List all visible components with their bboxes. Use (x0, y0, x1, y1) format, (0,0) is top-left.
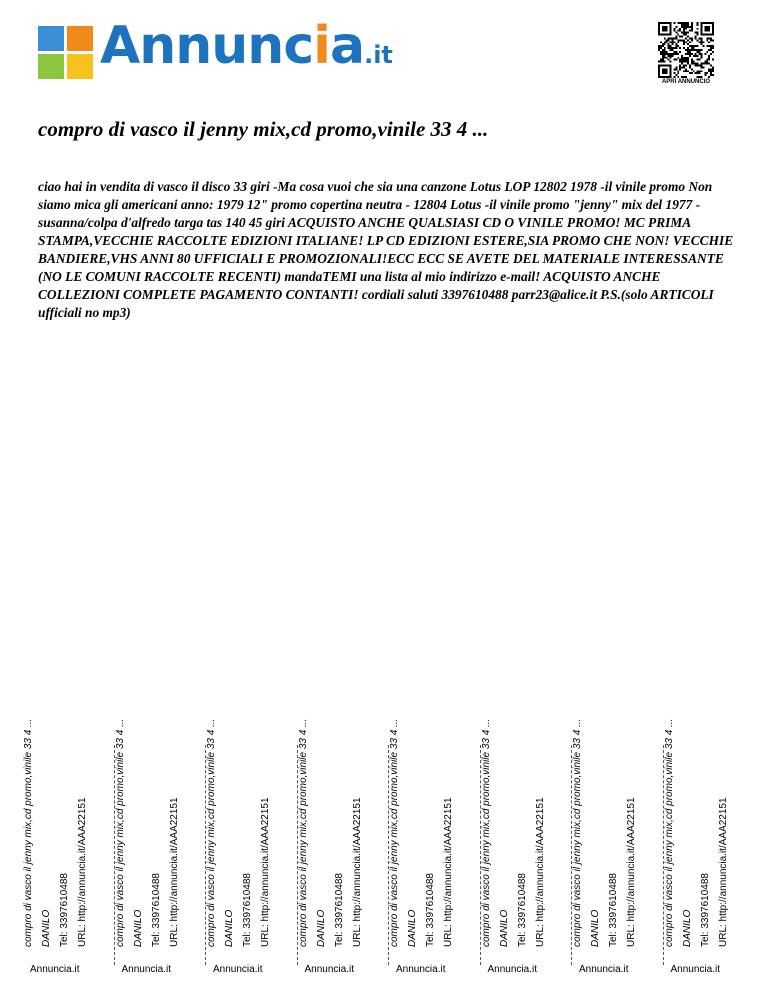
strip-title: compro di vasco il jenny mix,cd promo,vinile 33 4 ... (572, 718, 583, 947)
strip-title: compro di vasco il jenny mix,cd promo,vinile 33 4 ... (206, 718, 217, 947)
strip-url: URL: http://annuncia.it/AAA22151 (77, 797, 88, 947)
qr-caption: APRI ANNUNCIO (661, 79, 711, 85)
strip-url: URL: http://annuncia.it/AAA22151 (260, 797, 271, 947)
strip-phone: Tel: 3397610488 (608, 873, 619, 947)
logo-squares-icon (38, 26, 94, 80)
strip-contact-name: DANILO (498, 909, 510, 947)
annuncia-logo[interactable] (38, 16, 398, 84)
qr-code-box[interactable] (654, 18, 718, 92)
strip-contact-name: DANILO (224, 909, 235, 947)
tear-off-strip[interactable] (205, 718, 296, 975)
logo-wordmark: Annuncia.it (100, 16, 393, 76)
strip-url: URL: http://annuncia.it/AAA22151 (626, 797, 637, 947)
strip-brand: Annuncia.it (396, 964, 446, 975)
tear-off-strip[interactable] (297, 718, 388, 975)
tear-off-strip[interactable] (480, 718, 571, 975)
strip-brand: Annuncia.it (670, 964, 720, 975)
tear-off-strip[interactable] (571, 718, 662, 975)
strip-title: compro di vasco il jenny mix,cd promo,vinile 33 4 ... (23, 718, 34, 947)
strip-title: compro di vasco il jenny mix,cd promo,vinile 33 4 ... (480, 718, 492, 947)
tear-off-strip[interactable] (114, 718, 205, 975)
ad-description: ciao hai in vendita di vasco il disco 33 giri -Ma cosa vuoi che sia una canzone Lotus LOP 12802 1978 -il vinile promo Non siamo mica gli americani anno: 1979 12" promo copertina neutra - 12804 Lotus -il vinile promo "jenny" mix del 1977 -susanna/colpa d'alfredo targa tas 140 45 giri ACQUISTO ANCHE QUALSIASI CD O VINILE PROMO! MC PRIMA STAMPA,VECCHIE RACCOLTE EDIZIONI ITALIANE! LP CD EDIZIONI ESTERE,SIA PROMO CHE NON! VECCHIE BANDIERE,VHS ANNI 80 UFFICIALI E PROMOZIONALI!ECC ECC SE AVETE DEL MATERIALE INTERESSANTE (NO LE COMUNI RACCOLTE RECENTI) mandaTEMI una lista al mio indirizzo e-mail! ACQUISTO ANCHE COLLEZIONI COMPLETE PAGAMENTO CONTANTI! cordiali saluti 3397610488 parr23@alice.it P.S.(solo ARTICOLI ufficiali no mp3) (38, 179, 734, 320)
strip-url: URL: http://annuncia.it/AAA22151 (351, 797, 363, 947)
strip-brand: Annuncia.it (579, 964, 629, 975)
strip-contact-name: DANILO (681, 909, 693, 947)
strip-phone: Tel: 3397610488 (516, 873, 528, 947)
strip-title: compro di vasco il jenny mix,cd promo,vinile 33 4 ... (389, 718, 400, 947)
strip-phone: Tel: 3397610488 (150, 873, 162, 947)
strip-brand: Annuncia.it (121, 964, 171, 975)
tear-off-strip[interactable] (663, 718, 754, 975)
strip-url: URL: http://annuncia.it/AAA22151 (443, 797, 454, 947)
strip-brand: Annuncia.it (487, 964, 537, 975)
strip-contact-name: DANILO (590, 909, 601, 947)
strip-title: compro di vasco il jenny mix,cd promo,vinile 33 4 ... (114, 718, 126, 947)
strip-phone: Tel: 3397610488 (59, 873, 70, 947)
ad-title: compro di vasco il jenny mix,cd promo,vinile 33 4 ... (38, 117, 489, 141)
strip-brand: Annuncia.it (304, 964, 354, 975)
strip-contact-name: DANILO (315, 909, 327, 947)
strip-brand: Annuncia.it (30, 964, 80, 975)
tear-off-strips (22, 718, 752, 975)
tear-off-strip[interactable] (388, 718, 479, 975)
strip-brand: Annuncia.it (213, 964, 263, 975)
strip-phone: Tel: 3397610488 (699, 873, 711, 947)
strip-phone: Tel: 3397610488 (425, 873, 436, 947)
strip-contact-name: DANILO (132, 909, 144, 947)
strip-contact-name: DANILO (41, 909, 52, 947)
qr-code-icon (658, 22, 714, 78)
strip-phone: Tel: 3397610488 (333, 873, 345, 947)
strip-url: URL: http://annuncia.it/AAA22151 (534, 797, 546, 947)
strip-title: compro di vasco il jenny mix,cd promo,vinile 33 4 ... (297, 718, 309, 947)
strip-title: compro di vasco il jenny mix,cd promo,vinile 33 4 ... (663, 718, 675, 947)
strip-url: URL: http://annuncia.it/AAA22151 (717, 797, 729, 947)
strip-contact-name: DANILO (407, 909, 418, 947)
strip-url: URL: http://annuncia.it/AAA22151 (168, 797, 180, 947)
tear-off-strip[interactable] (22, 718, 113, 975)
strip-phone: Tel: 3397610488 (242, 873, 253, 947)
